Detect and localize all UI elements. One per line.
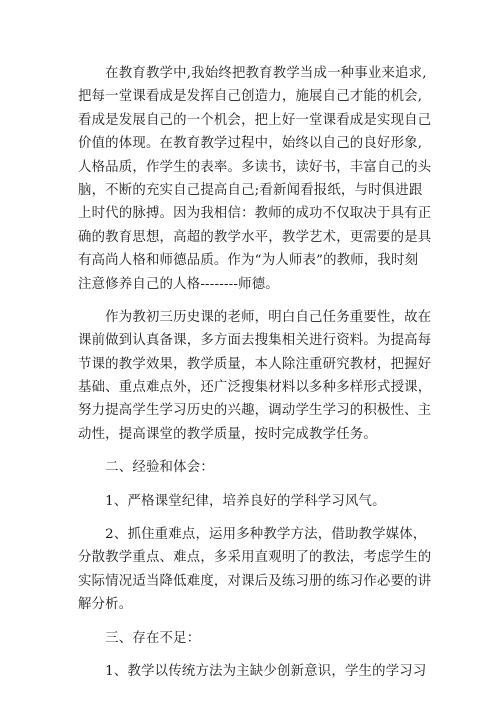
- text-line: 基础、重点难点外，还广泛搜集材料以多种多样形式授课，: [78, 380, 432, 396]
- text-line: 动性，提高课堂的教学质量，按时完成教学任务。: [78, 426, 377, 442]
- paragraph-gap: [78, 650, 440, 660]
- text-line: 价值的体现。在教育教学过程中，始终以自己的良好形象,: [78, 136, 423, 152]
- section-heading-shortcomings: [78, 627, 440, 650]
- text-line: 看成是发展自己的一个机会，把上好一堂课看成是实现自己: [78, 112, 432, 128]
- paragraph-gap: [78, 617, 440, 627]
- text-line: 脑，不断的充实自己提高自己;看新闻看报纸，与时俱进跟: [78, 182, 423, 198]
- text-line: 1、严格课堂纪律，培养良好的学科学习风气。: [78, 493, 386, 509]
- text-line: 有高尚人格和师德品质。作为“为人师表”的教师，我时刻: [78, 253, 419, 269]
- paragraph-history-teaching: [78, 306, 440, 446]
- text-line: 作为教初三历史课的老师，明白自己任务重要性，故在: [78, 309, 432, 325]
- text-line: 解分析。: [78, 597, 133, 613]
- text-line: 2、抓住重难点，运用多种教学方法，借助教学媒体，: [78, 527, 427, 543]
- text-line: 1、教学以传统方法为主缺少创新意识，学生的学习习: [78, 663, 427, 679]
- list-item-2: [78, 523, 440, 617]
- paragraph-gap: [78, 296, 440, 306]
- document-body: [78, 62, 440, 683]
- text-line: 确的教育思想，高超的教学水平，教学艺术，更需要的是具: [78, 229, 432, 245]
- list-item-1: [78, 490, 440, 513]
- text-line: 实际情况适当降低难度，对课后及练习册的练习作必要的讲: [78, 573, 432, 589]
- text-line: 注意修养自己的人格--------师德。: [78, 276, 279, 292]
- paragraph-gap: [78, 446, 440, 456]
- text-line: 努力提高学生学习历史的兴趣，调动学生学习的积极性、主: [78, 403, 432, 419]
- heading-line: 三、存在不足：: [78, 630, 201, 646]
- text-line: 在教育教学中,我始终把教育教学当成一种事业来追求,: [78, 66, 427, 81]
- heading-line: 二、经验和体会：: [78, 460, 214, 476]
- paragraph-teaching-philosophy: [78, 62, 440, 296]
- text-line: 人格品质，作学生的表率。多读书，读好书，丰富自己的头: [78, 159, 432, 175]
- list-item-shortcoming-1: [78, 660, 440, 683]
- text-line: 分散教学重点、难点，多采用直观明了的教法，考虑学生的: [78, 550, 432, 566]
- paragraph-gap: [78, 480, 440, 490]
- text-line: 上时代的脉搏。因为我相信：教师的成功不仅取决于具有正: [78, 206, 432, 222]
- paragraph-gap: [78, 513, 440, 523]
- text-line: 把每一堂课看成是发挥自己创造力，施展自己才能的机会,: [78, 89, 423, 105]
- section-heading-experience: [78, 456, 440, 479]
- text-line: 课前做到认真备课，多方面去搜集相关进行资料。为提高每: [78, 333, 432, 349]
- text-line: 节课的教学效果，教学质量，本人除注重研究教材，把握好: [78, 356, 432, 372]
